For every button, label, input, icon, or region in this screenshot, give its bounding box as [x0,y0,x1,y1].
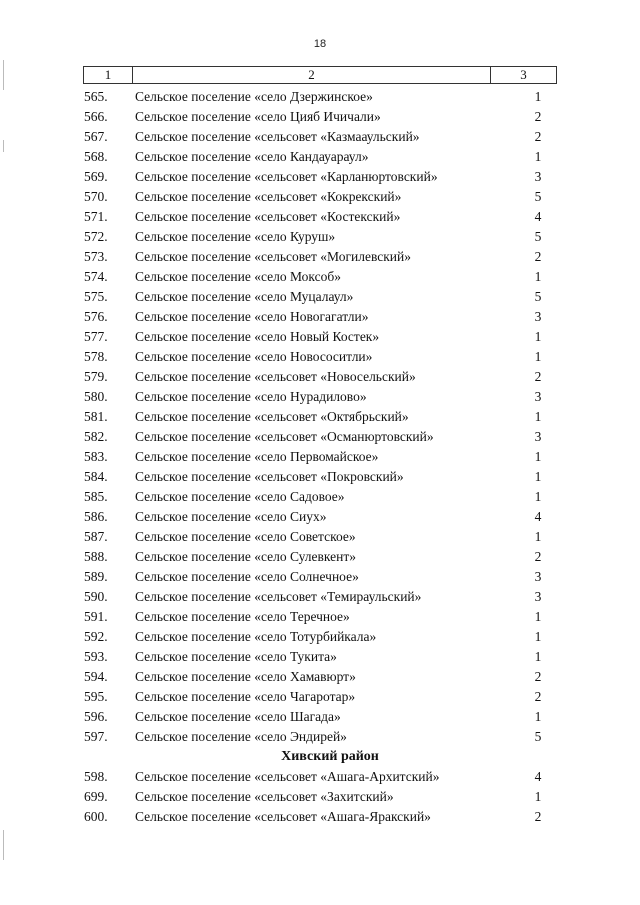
row-number: 596. [84,709,108,724]
row-value: 5 [534,729,542,744]
row-value: 2 [534,809,542,824]
row-number: 565. [84,89,108,104]
row-number: 594. [84,669,108,684]
row-value: 2 [534,129,542,144]
row-value: 5 [534,289,542,304]
row-number: 585. [84,489,108,504]
row-number: 567. [84,129,108,144]
settlement-name: Сельское поселение «село Новогагатли» [135,309,369,324]
row-value: 1 [534,149,542,164]
settlement-name: Сельское поселение «село Муцалаул» [135,289,354,304]
settlement-name: Сельское поселение «сельсовет «Ашага-Архитский» [135,769,440,784]
row-value: 3 [534,569,542,584]
table-row [0,167,640,187]
row-number: 590. [84,589,108,604]
settlement-name: Сельское поселение «сельсовет «Костекский» [135,209,401,224]
row-number: 569. [84,169,108,184]
settlement-name: Сельское поселение «сельсовет «Кокрекский» [135,189,402,204]
row-number: 598. [84,769,108,784]
table-row [0,647,640,667]
table-row [0,807,640,827]
table-header [83,66,557,84]
row-value: 4 [534,509,542,524]
settlement-name: Сельское поселение «село Сулевкент» [135,549,356,564]
row-number: 584. [84,469,108,484]
header-col-1: 1 [84,67,133,83]
row-value: 5 [534,229,542,244]
row-number: 600. [84,809,108,824]
table-row [0,767,640,787]
settlement-name: Сельское поселение «село Чагаротар» [135,689,356,704]
table-row [0,247,640,267]
row-value: 1 [534,649,542,664]
row-value: 1 [534,269,542,284]
row-number: 570. [84,189,108,204]
row-value: 1 [534,489,542,504]
table-row [0,387,640,407]
page-number: 18 [313,38,327,50]
settlement-name: Сельское поселение «сельсовет «Карланюртовский» [135,169,438,184]
row-number: 574. [84,269,108,284]
settlement-name: Сельское поселение «сельсовет «Новосельский» [135,369,416,384]
settlement-name: Сельское поселение «сельсовет «Октябрьский» [135,409,409,424]
row-number: 578. [84,349,108,364]
table-row [0,527,640,547]
row-number: 591. [84,609,108,624]
district-heading: Хивский район [281,749,379,764]
table-row [0,667,640,687]
row-number: 575. [84,289,108,304]
settlement-name: Сельское поселение «село Первомайское» [135,449,379,464]
row-number: 566. [84,109,108,124]
settlement-name: Сельское поселение «село Советское» [135,529,356,544]
row-number: 571. [84,209,108,224]
settlement-name: Сельское поселение «сельсовет «Османюртовский» [135,429,434,444]
settlement-rows-group-a [0,87,640,747]
row-number: 572. [84,229,108,244]
table-row [0,507,640,527]
table-row [0,287,640,307]
row-value: 2 [534,689,542,704]
table-row [0,587,640,607]
row-value: 1 [534,349,542,364]
row-number: 586. [84,509,108,524]
table-row [0,127,640,147]
table-row [0,687,640,707]
settlement-name: Сельское поселение «сельсовет «Темираульский» [135,589,422,604]
row-number: 588. [84,549,108,564]
row-value: 3 [534,589,542,604]
table-row [0,367,640,387]
row-number: 568. [84,149,108,164]
row-value: 2 [534,369,542,384]
table-row [0,787,640,807]
settlement-name: Сельское поселение «село Шагада» [135,709,341,724]
settlement-name: Сельское поселение «село Сиух» [135,509,327,524]
table-row [0,227,640,247]
row-value: 1 [534,329,542,344]
row-number: 593. [84,649,108,664]
row-value: 2 [534,669,542,684]
settlement-name: Сельское поселение «сельсовет «Могилевский» [135,249,412,264]
row-value: 1 [534,529,542,544]
header-col-2: 2 [133,67,491,83]
settlement-name: Сельское поселение «село Садовое» [135,489,345,504]
row-value: 3 [534,309,542,324]
row-value: 1 [534,449,542,464]
row-number: 589. [84,569,108,584]
settlement-rows-group-b [0,767,640,827]
settlement-name: Сельское поселение «село Теречное» [135,609,350,624]
settlement-name: Сельское поселение «село Дзержинское» [135,89,373,104]
table-row [0,547,640,567]
row-number: 699. [84,789,108,804]
settlement-name: Сельское поселение «село Новый Костек» [135,329,380,344]
table-row [0,727,640,747]
table-row [0,267,640,287]
row-value: 3 [534,169,542,184]
settlement-name: Сельское поселение «село Тотурбийкала» [135,629,377,644]
row-value: 1 [534,89,542,104]
row-value: 1 [534,709,542,724]
row-number: 580. [84,389,108,404]
table-row [0,87,640,107]
settlement-name: Сельское поселение «село Эндирей» [135,729,347,744]
table-row [0,327,640,347]
row-value: 2 [534,249,542,264]
row-value: 2 [534,549,542,564]
row-number: 595. [84,689,108,704]
settlement-name: Сельское поселение «сельсовет «Ашага-Яракский» [135,809,431,824]
row-number: 581. [84,409,108,424]
row-value: 1 [534,789,542,804]
row-value: 4 [534,769,542,784]
table-row [0,627,640,647]
row-value: 3 [534,389,542,404]
settlement-name: Сельское поселение «село Кандауараул» [135,149,369,164]
table-row [0,427,640,447]
row-number: 577. [84,329,108,344]
settlement-name: Сельское поселение «село Нурадилово» [135,389,367,404]
row-number: 592. [84,629,108,644]
table-row [0,607,640,627]
row-value: 5 [534,189,542,204]
table-row [0,207,640,227]
header-col-3: 3 [520,67,527,82]
row-value: 1 [534,469,542,484]
table-row [0,347,640,367]
settlement-name: Сельское поселение «сельсовет «Казмааульский» [135,129,420,144]
settlement-name: Сельское поселение «сельсовет «Захитский» [135,789,394,804]
table-row [0,707,640,727]
row-number: 576. [84,309,108,324]
row-number: 582. [84,429,108,444]
settlement-name: Сельское поселение «село Тукита» [135,649,337,664]
settlement-name: Сельское поселение «село Моксоб» [135,269,341,284]
row-value: 1 [534,629,542,644]
row-number: 579. [84,369,108,384]
table-row [0,567,640,587]
table-row [0,407,640,427]
row-number: 573. [84,249,108,264]
settlement-name: Сельское поселение «сельсовет «Покровский» [135,469,404,484]
row-number: 583. [84,449,108,464]
settlement-name: Сельское поселение «село Куруш» [135,229,336,244]
row-value: 3 [534,429,542,444]
row-number: 597. [84,729,108,744]
row-value: 2 [534,109,542,124]
settlement-table [0,87,640,827]
settlement-name: Сельское поселение «село Солнечное» [135,569,359,584]
table-row [0,147,640,167]
settlement-name: Сельское поселение «село Цияб Ичичали» [135,109,381,124]
table-row [0,107,640,127]
settlement-name: Сельское поселение «село Хамавюрт» [135,669,356,684]
row-value: 4 [534,209,542,224]
table-row [0,447,640,467]
row-value: 1 [534,409,542,424]
table-row [0,307,640,327]
table-row [0,487,640,507]
settlement-name: Сельское поселение «село Новососитли» [135,349,373,364]
table-row [0,187,640,207]
table-row [0,467,640,487]
row-value: 1 [534,609,542,624]
row-number: 587. [84,529,108,544]
